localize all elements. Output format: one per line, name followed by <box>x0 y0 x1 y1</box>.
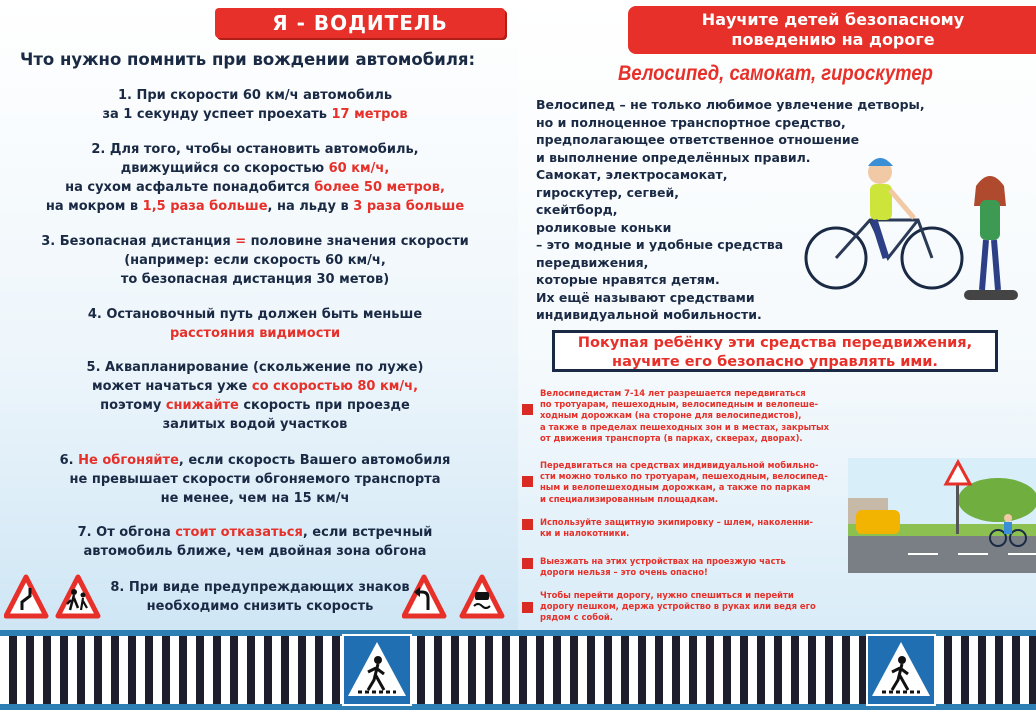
safety-rule-1 <box>540 388 885 444</box>
safety-rule-line: Выезжать на этих устройствах на проезжую часть <box>540 556 786 566</box>
mobility-heading: Велосипед, самокат, гироскутер <box>618 62 933 85</box>
safety-rule-line: от движения транспорта (в парках, скверах, дворах). <box>540 432 803 443</box>
intro-line: предполагающее ответственное отношение <box>536 132 860 147</box>
rule-2-line-1: 2. Для того, чтобы остановить автомобиль, <box>91 142 419 157</box>
car-icon <box>856 510 900 534</box>
intro-line: скейтборд, <box>536 202 618 217</box>
pedestrian-crossing-sign-icon <box>866 634 936 706</box>
rule-1 <box>10 86 500 124</box>
rule-4-line-1: 4. Остановочный путь должен быть меньше <box>87 307 423 322</box>
rule-7-line-1: 7. От обгона стоит отказаться, если встречный <box>77 525 433 540</box>
rule-8-line-1: 8. При виде предупреждающих знаков <box>110 580 410 595</box>
safety-rule-line: рядом с собой. <box>540 612 613 623</box>
bullet-marker <box>522 404 533 415</box>
rule-5-line-3: поэтому снижайте скорость при проезде <box>100 398 410 413</box>
intro-line: которые нравятся детям. <box>536 272 720 287</box>
rule-3-line-2: (например: если скорость 60 км/ч, <box>124 253 386 268</box>
bullet-marker <box>522 602 533 613</box>
rule-4 <box>10 305 500 343</box>
rule-6-line-2: не превышает скорости обгоняемого транспорта <box>69 472 441 487</box>
rule-3-line-3: то безопасная дистанция 30 метов) <box>120 272 390 287</box>
intro-line: индивидуальной мобильности. <box>536 307 762 322</box>
safety-rule-3 <box>540 517 885 539</box>
rule-5-line-2: может начаться уже со скоростью 80 км/ч, <box>91 379 419 394</box>
girl-on-hoverboard-icon <box>964 176 1018 300</box>
bullet-marker <box>522 519 533 530</box>
rule-5 <box>10 358 500 434</box>
children-banner-line-1: Научите детей безопасному <box>701 10 965 29</box>
road-scene-illustration <box>848 458 1036 573</box>
intro-line: роликовые коньки <box>536 219 672 235</box>
dangerous-turn-sign-icon <box>404 577 444 616</box>
rule-8-line-2: необходимо снизить скорость <box>146 599 374 614</box>
safety-rule-5 <box>540 590 885 624</box>
safety-rule-2 <box>540 460 885 505</box>
children-panel <box>518 0 1036 630</box>
callout-line-2: научите его безопасно управлять ими. <box>612 354 938 370</box>
intro-line: и выполнение определённых правил. <box>536 149 811 165</box>
rule-6-line-3: не менее, чем на 15 км/ч <box>160 491 350 506</box>
curvy-road-sign-icon <box>6 577 46 616</box>
intro-line: гироскутер, сегвей, <box>536 184 679 200</box>
rule-5-line-1: 5. Аквапланирование (скольжение по луже) <box>86 360 424 375</box>
rule-1-line-1: 1. При скорости 60 км/ч автомобиль <box>117 88 393 103</box>
crosswalk-strip <box>0 630 1036 710</box>
intro-line: передвижения, <box>536 254 649 270</box>
rule-3-line-1: 3. Безопасная дистанция = половине значения скорости <box>41 234 469 249</box>
driver-panel <box>0 0 518 630</box>
intro-line: – это модные и удобные средства <box>536 237 784 252</box>
cyclist-illustration <box>800 140 1030 310</box>
slippery-road-sign-icon <box>462 577 502 616</box>
safety-rule-4 <box>540 556 885 578</box>
driver-subtitle: Что нужно помнить при вождении автомобиля: <box>20 50 476 69</box>
children-sign-icon <box>58 577 98 616</box>
safety-rule-line: Велосипедистам 7-14 лет разрешается передвигаться <box>540 388 806 398</box>
rule-5-line-4: залитых водой участков <box>162 417 348 432</box>
safety-rule-line: ходным дорожкам (на стороне для велосипедистов), <box>540 410 802 421</box>
callout-line-1: Покупая ребёнку эти средства передвижения, <box>577 335 973 351</box>
rule-8 <box>80 578 440 616</box>
warning-signs-right <box>402 574 512 620</box>
intro-line: но и полноценное транспортное средство, <box>536 114 846 130</box>
rule-2-line-2: движущийся со скоростью 60 км/ч, <box>120 161 390 176</box>
safety-rule-line: Чтобы перейти дорогу, нужно спешиться и перейти <box>540 590 794 600</box>
bullet-marker <box>522 558 533 569</box>
safety-rule-line: сти можно только по тротуарам, пешеходным, велосипед- <box>540 471 828 482</box>
rule-2-line-4: на мокром в 1,5 раза больше, на льду в 3 раза больше <box>45 199 465 214</box>
rule-6 <box>10 451 500 508</box>
rule-6-line-1: 6. Не обгоняйте, если скорость Вашего автомобиля <box>59 453 451 468</box>
safety-rule-line: Передвигаться на средствах индивидуальной мобильно- <box>540 460 819 470</box>
intro-line: Велосипед – не только любимое увлечение детворы, <box>536 97 925 112</box>
callout-box <box>552 330 998 372</box>
pedestrian-crossing-sign-icon <box>342 634 412 706</box>
driver-banner: Я - ВОДИТЕЛЬ <box>215 8 505 38</box>
bullet-marker <box>522 476 533 487</box>
safety-rule-line: дорогу пешком, держа устройство в руках или ведя его <box>540 601 816 612</box>
children-banner-line-2: поведению на дороге <box>731 30 935 49</box>
children-banner <box>628 6 1036 54</box>
intro-line: Самокат, электросамокат, <box>536 167 728 182</box>
warning-signs-left <box>4 574 104 620</box>
rule-7-line-2: автомобиль ближе, чем двойная зона обгона <box>83 544 427 559</box>
safety-rule-line: ным и велопешеходным дорожкам, а также по паркам <box>540 482 811 493</box>
safety-rule-line: ки и налокотники. <box>540 528 630 539</box>
rule-3 <box>10 232 500 289</box>
intro-line: Их ещё называют средствами <box>536 289 755 305</box>
safety-rule-line: а также в пределах пешеходных зон и в местах, закрытых <box>540 421 829 432</box>
rule-1-line-2: за 1 секунду успеет проехать 17 метров <box>102 107 408 122</box>
rule-2 <box>10 140 500 216</box>
rule-7 <box>10 523 500 561</box>
safety-rule-line: дороги нельзя – это очень опасно! <box>540 567 708 578</box>
safety-rule-line: по тротуарам, пешеходным, велосипедным и велопеше- <box>540 399 819 410</box>
road-icon <box>848 536 1036 573</box>
safety-rule-line: и специализированным площадкам. <box>540 493 718 504</box>
safety-rule-line: Используйте защитную экипировку – шлем, наколенни- <box>540 517 814 527</box>
rule-2-line-3: на сухом асфальте понадобится более 50 метров, <box>65 180 445 195</box>
rule-4-line-2: расстояния видимости <box>169 326 341 341</box>
